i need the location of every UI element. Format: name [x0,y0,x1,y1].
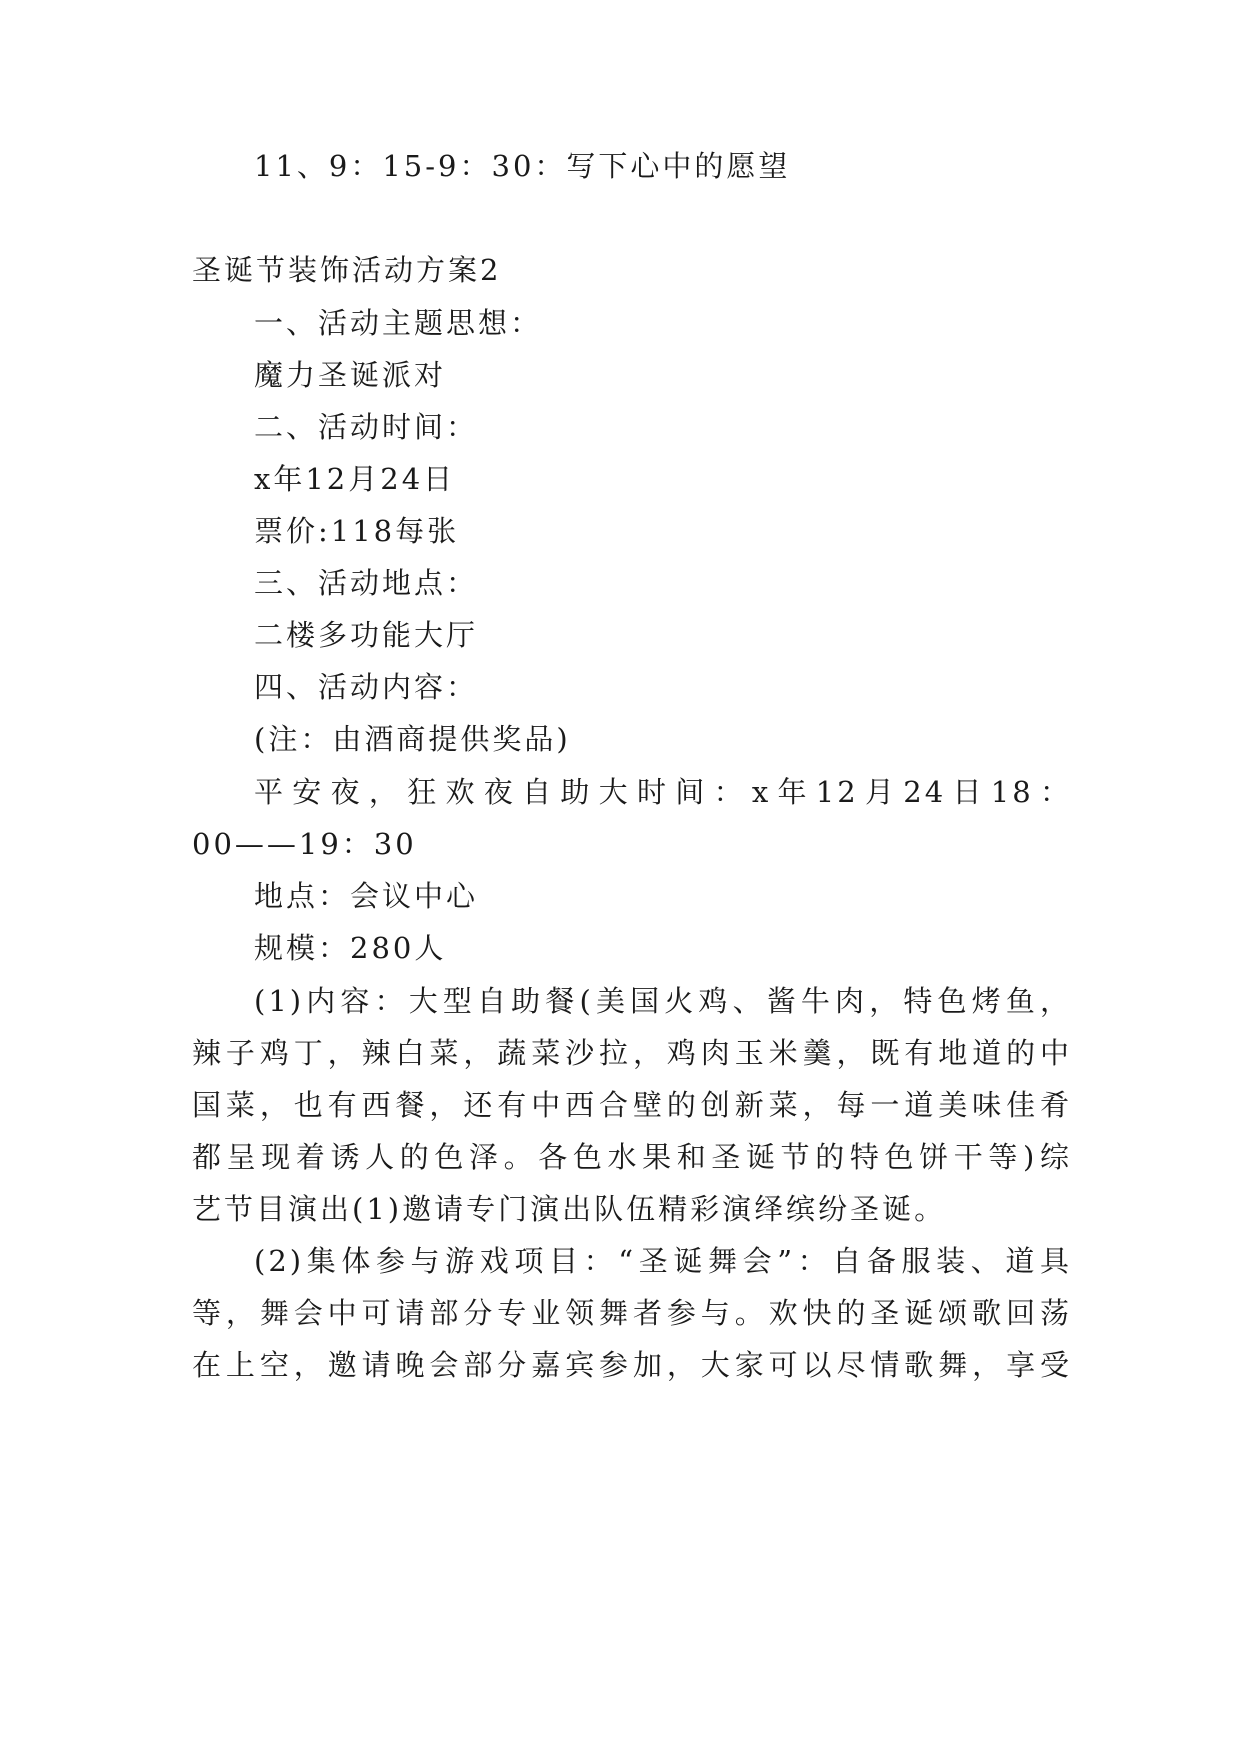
paragraph-line: 辣子鸡丁，辣白菜，蔬菜沙拉，鸡肉玉米羹，既有地道的中 [192,1036,1072,1070]
paragraph-line: 在上空，邀请晚会部分嘉宾参加，大家可以尽情歌舞，享受 [192,1348,1072,1382]
heading-time: 二、活动时间： [254,410,479,444]
paragraph-line: 平安夜，狂欢夜自助大时间：x年12月24日18： [254,775,1072,809]
heading-location: 三、活动地点： [254,566,479,600]
text-theme: 魔力圣诞派对 [254,358,447,392]
text-scale: 规模：280人 [254,931,447,965]
paragraph-line: 国菜，也有西餐，还有中西合壁的创新菜，每一道美味佳肴 [192,1088,1072,1122]
paragraph-line: 00——19：30 [192,827,417,861]
text-note: (注：由酒商提供奖品) [254,722,571,756]
paragraph-line: 等，舞会中可请部分专业领舞者参与。欢快的圣诞颂歌回荡 [192,1296,1072,1330]
text-date: x年12月24日 [254,462,456,496]
paragraph-line: 艺节目演出(1)邀请专门演出队伍精彩演绎缤纷圣诞。 [192,1192,947,1226]
schedule-item-11: 11、9：15-9：30：写下心中的愿望 [254,149,791,183]
paragraph-line: (1)内容：大型自助餐(美国火鸡、酱牛肉，特色烤鱼， [254,984,1072,1018]
paragraph-line: 都呈现着诱人的色泽。各色水果和圣诞节的特色饼干等)综 [192,1140,1072,1174]
section-title: 圣诞节装饰活动方案2 [192,253,502,287]
heading-content: 四、活动内容： [254,670,479,704]
text-venue: 地点：会议中心 [254,879,479,913]
text-ticket-price: 票价:118每张 [254,514,460,548]
text-location: 二楼多功能大厅 [254,618,479,652]
paragraph-line: (2)集体参与游戏项目：“圣诞舞会”：自备服装、道具 [254,1244,1072,1278]
heading-theme: 一、活动主题思想： [254,306,543,340]
